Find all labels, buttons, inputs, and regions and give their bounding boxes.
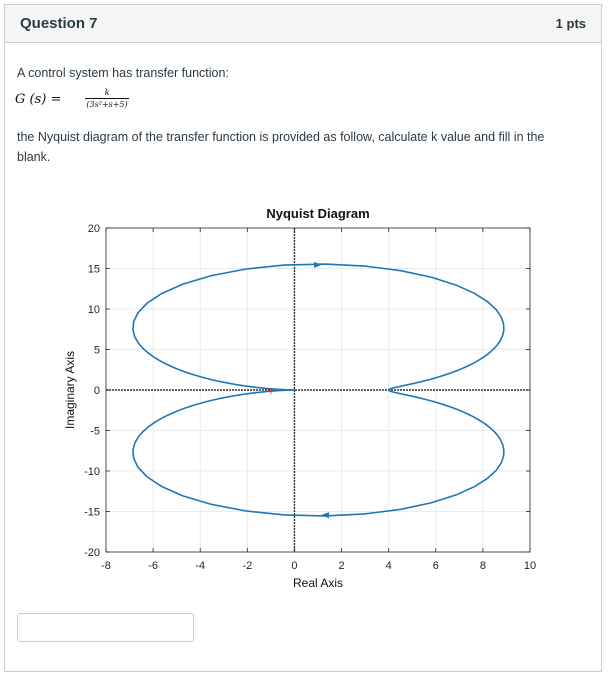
direction-arrow-lower xyxy=(321,512,329,518)
question-intro: A control system has transfer function: xyxy=(17,66,229,80)
y-tick-label: 15 xyxy=(87,263,100,276)
x-tick-label: -6 xyxy=(148,560,159,572)
chart-title: Nyquist Diagram xyxy=(266,206,370,221)
nyquist-curve-negative-freq xyxy=(133,264,504,390)
formula-lhs: G (s) = xyxy=(15,92,62,107)
answer-input[interactable] xyxy=(17,613,194,642)
y-tick-label: -5 xyxy=(90,425,100,438)
y-tick-label: -20 xyxy=(84,547,100,559)
x-tick-label: 4 xyxy=(385,560,392,572)
direction-arrow-upper xyxy=(314,262,322,268)
x-tick-label: 6 xyxy=(432,560,439,572)
x-tick-label: 10 xyxy=(523,560,537,572)
question-description: the Nyquist diagram of the transfer function is provided as follow, calculate k value and fill in the blank. xyxy=(17,130,545,164)
y-tick-label: -10 xyxy=(84,466,100,478)
question-title: Question 7 xyxy=(20,15,98,32)
formula-denominator: (3s²+s+5) xyxy=(86,100,128,109)
y-tick-label: -15 xyxy=(84,506,100,519)
chart-labels xyxy=(63,206,536,590)
x-axis-label: Real Axis xyxy=(292,576,344,590)
x-tick-label: -8 xyxy=(101,560,111,572)
x-tick-label: -2 xyxy=(242,560,253,572)
x-tick-label: 0 xyxy=(291,560,298,572)
y-tick-label: 5 xyxy=(93,344,100,357)
formula-numerator: k xyxy=(104,88,110,97)
y-tick-label: 20 xyxy=(87,223,100,235)
y-axis-label: Imaginary Axis xyxy=(63,350,77,430)
question-points: 1 pts xyxy=(555,16,586,31)
x-tick-label: -4 xyxy=(195,560,206,572)
chart-axes xyxy=(106,228,530,552)
y-tick-label: 10 xyxy=(87,304,100,316)
nyquist-curve-positive-freq xyxy=(133,390,504,516)
x-tick-label: 8 xyxy=(479,560,486,572)
x-tick-label: 2 xyxy=(338,560,345,572)
y-tick-label: 0 xyxy=(93,385,100,397)
critical-point-marker: + xyxy=(266,386,276,397)
